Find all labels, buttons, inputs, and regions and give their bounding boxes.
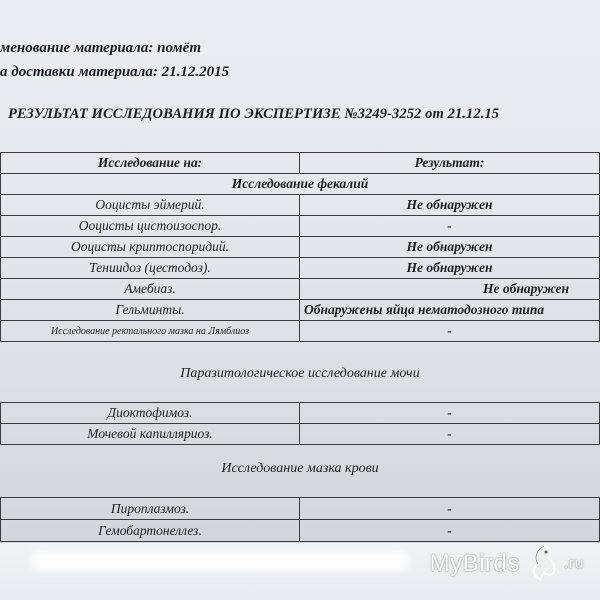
results-table-blood bbox=[0, 497, 600, 542]
test-name: Амебиаз. bbox=[1, 279, 300, 300]
test-name: Пироплазмоз. bbox=[1, 498, 300, 520]
watermark-suffix: .ru bbox=[563, 555, 584, 572]
watermark-text: MyBirds bbox=[429, 550, 520, 577]
test-result: Не обнаружен bbox=[300, 258, 600, 279]
test-result: - bbox=[300, 321, 600, 342]
test-result: Не обнаружен bbox=[300, 195, 600, 216]
test-result: Обнаружены яйца нематодозного типа bbox=[300, 300, 600, 321]
column-header-result: Результат: bbox=[300, 153, 600, 174]
test-name: Мочевой капилляриоз. bbox=[1, 424, 300, 445]
table-row bbox=[1, 300, 600, 321]
table-row bbox=[1, 424, 600, 445]
test-name: Ооцисты цистоизоспор. bbox=[1, 216, 300, 237]
delivery-date-line: а доставки материала: 21.12.2015 bbox=[0, 64, 230, 80]
table-row bbox=[1, 279, 600, 300]
test-result: - bbox=[300, 424, 600, 445]
test-name: Диоктофимоз. bbox=[1, 403, 300, 424]
table-row bbox=[1, 216, 600, 237]
results-table-feces bbox=[0, 194, 600, 342]
test-name: Исследование ректального мазка на Лямблиоз bbox=[1, 321, 300, 342]
test-name: Ооцисты криптоспоридий. bbox=[1, 237, 300, 258]
test-name: Тениидоз (цестодоз). bbox=[1, 258, 300, 279]
test-result: Не обнаружен bbox=[300, 279, 600, 300]
section-title-urine: Паразитологическое исследование мочи bbox=[180, 366, 420, 381]
column-header-test: Исследование на: bbox=[1, 153, 300, 174]
results-table-urine bbox=[0, 402, 600, 445]
table-row bbox=[1, 237, 600, 258]
table-row bbox=[1, 520, 600, 542]
material-name-line: менование материала: помёт bbox=[0, 40, 201, 56]
test-name: Ооцисты эймерий. bbox=[1, 195, 300, 216]
results-table-header bbox=[0, 152, 600, 195]
test-result: - bbox=[300, 403, 600, 424]
test-name: Гельминты. bbox=[1, 300, 300, 321]
table-row bbox=[1, 195, 600, 216]
test-name: Гемобартонеллез. bbox=[1, 520, 300, 542]
table-row bbox=[1, 321, 600, 342]
redaction-smudge bbox=[30, 550, 410, 572]
report-title: РЕЗУЛЬТАТ ИССЛЕДОВАНИЯ ПО ЭКСПЕРТИЗЕ №3249-3252 от 21.12.15 bbox=[8, 106, 500, 122]
table-row bbox=[1, 498, 600, 520]
watermark-logo bbox=[430, 542, 584, 586]
table-row bbox=[1, 258, 600, 279]
test-result: - bbox=[300, 498, 600, 520]
table-row bbox=[1, 403, 600, 424]
section-title-feces: Исследование фекалий bbox=[1, 174, 600, 195]
test-result: Не обнаружен bbox=[300, 237, 600, 258]
section-title-blood: Исследование мазка крови bbox=[221, 461, 379, 476]
test-result: - bbox=[300, 216, 600, 237]
bird-icon bbox=[526, 542, 562, 586]
test-result: - bbox=[300, 520, 600, 542]
